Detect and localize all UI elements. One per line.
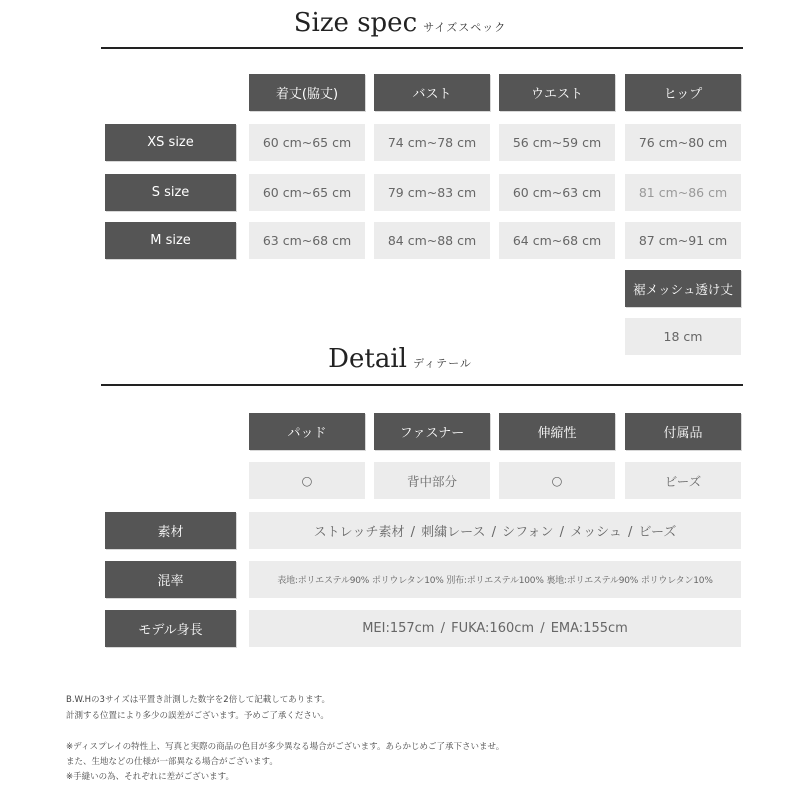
table-cell: 60 cm~65 cm — [249, 174, 365, 211]
column-header-waist: ウエスト — [499, 74, 615, 111]
blend-value: 表地:ポリエステル90% ポリウレタン10% 別布:ポリエステル100% 裏地:ポリエステル90% ポリウレタン10% — [249, 561, 741, 598]
model-height-value: MEI:157cm / FUKA:160cm / EMA:155cm — [249, 610, 741, 647]
note-line: ※手縫いの為、それぞれに差がございます。 — [66, 772, 234, 782]
row-label-blend: 混率 — [105, 561, 236, 598]
table-cell: 56 cm~59 cm — [499, 124, 615, 161]
table-cell: 63 cm~68 cm — [249, 222, 365, 259]
table-cell: ビーズ — [625, 462, 741, 499]
table-cell: 64 cm~68 cm — [499, 222, 615, 259]
size-spec-title-jp: サイズスペック — [423, 21, 507, 34]
table-cell-hem-mesh: 18 cm — [625, 318, 741, 355]
column-header-hip: ヒップ — [625, 74, 741, 111]
size-spec-title-en: Size spec — [293, 8, 418, 38]
material-value: ストレッチ素材 / 刺繍レース / シフォン / メッシュ / ビーズ — [249, 512, 741, 549]
size-spec-title — [0, 8, 800, 38]
column-header-length: 着丈(脇丈) — [249, 74, 365, 111]
column-header-zipper: ファスナー — [374, 413, 490, 450]
detail-title — [0, 344, 800, 374]
table-cell: 79 cm~83 cm — [374, 174, 490, 211]
note-line: また、生地などの仕様が一部異なる場合がございます。 — [66, 757, 278, 767]
row-label-m: M size — [105, 222, 236, 259]
size-spec-divider — [101, 47, 743, 49]
row-label-xs: XS size — [105, 124, 236, 161]
detail-divider — [101, 384, 743, 386]
row-label-material: 素材 — [105, 512, 236, 549]
column-header-stretch: 伸縮性 — [499, 413, 615, 450]
column-header-pad: パッド — [249, 413, 365, 450]
column-header-accessories: 付属品 — [625, 413, 741, 450]
column-header-hem-mesh: 裾メッシュ透け丈 — [625, 270, 741, 307]
table-cell: 87 cm~91 cm — [625, 222, 741, 259]
table-cell: 84 cm~88 cm — [374, 222, 490, 259]
table-cell: 76 cm~80 cm — [625, 124, 741, 161]
table-cell: ○ — [249, 462, 365, 499]
table-cell: 背中部分 — [374, 462, 490, 499]
table-cell: 60 cm~65 cm — [249, 124, 365, 161]
note-line: ※ディスプレイの特性上、写真と実際の商品の色目が多少異なる場合がございます。あらかじめご了承下さいませ。 — [66, 742, 505, 752]
table-cell: ○ — [499, 462, 615, 499]
detail-title-jp: ディテール — [412, 357, 472, 370]
row-label-model-height: モデル身長 — [105, 610, 236, 647]
column-header-bust: バスト — [374, 74, 490, 111]
table-cell: 74 cm~78 cm — [374, 124, 490, 161]
table-cell: 60 cm~63 cm — [499, 174, 615, 211]
table-cell: 81 cm~86 cm — [625, 174, 741, 211]
note-line: B.W.Hの3サイズは平置き計測した数字を2倍して記載してあります。 — [66, 695, 331, 705]
note-line: 計測する位置により多少の誤差がございます。予めご了承ください。 — [66, 711, 329, 721]
detail-title-en: Detail — [328, 344, 407, 374]
row-label-s: S size — [105, 174, 236, 211]
